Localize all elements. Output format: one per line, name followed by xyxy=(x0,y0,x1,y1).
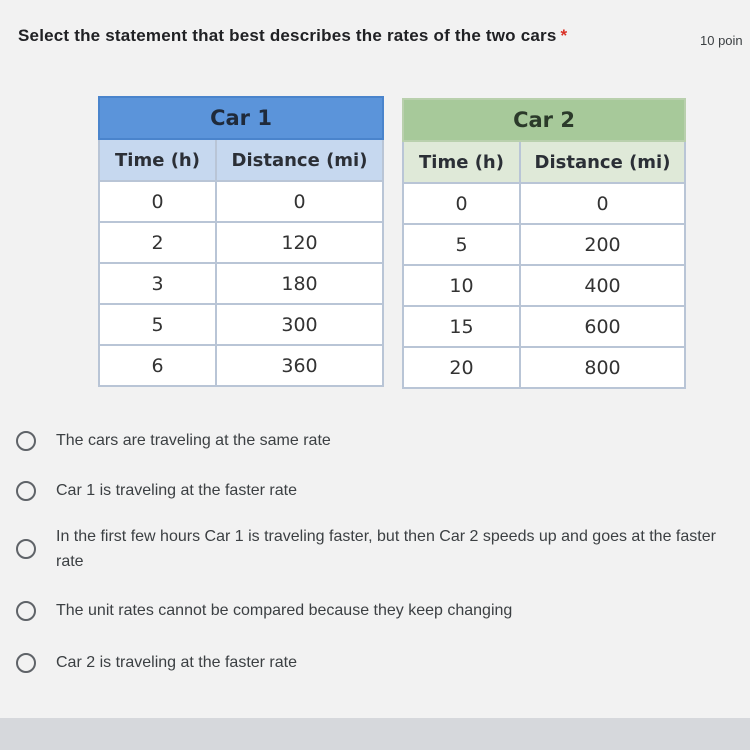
car2-header-time: Time (h) xyxy=(403,141,520,183)
radio-button[interactable] xyxy=(16,539,36,559)
option-car2-faster[interactable] xyxy=(16,650,297,675)
car2-title: Car 2 xyxy=(403,99,685,141)
option-car2-speeds-up[interactable] xyxy=(16,524,741,574)
option-label[interactable]: Car 1 is traveling at the faster rate xyxy=(56,482,297,499)
radio-button[interactable] xyxy=(16,431,36,451)
points-label: 10 poin xyxy=(700,33,743,48)
car2-distance-cell: 0 xyxy=(520,183,685,224)
question-title xyxy=(18,26,567,46)
question-text: Select the statement that best describes the rates of the two cars xyxy=(18,26,557,45)
car2-header-distance: Distance (mi) xyxy=(520,141,685,183)
table-row xyxy=(99,222,383,263)
car2-time-cell: 10 xyxy=(403,265,520,306)
car1-distance-cell: 120 xyxy=(216,222,383,263)
table-row xyxy=(99,181,383,222)
car1-time-cell: 6 xyxy=(99,345,216,386)
radio-button[interactable] xyxy=(16,481,36,501)
car2-distance-cell: 800 xyxy=(520,347,685,388)
table-row xyxy=(403,183,685,224)
table-row xyxy=(99,345,383,386)
car1-header-time: Time (h) xyxy=(99,139,216,181)
option-label[interactable]: In the first few hours Car 1 is traveling faster, but then Car 2 speeds up and goes at the faster rate xyxy=(56,528,716,570)
option-cannot-compare[interactable] xyxy=(16,598,512,623)
car1-time-cell: 2 xyxy=(99,222,216,263)
car1-distance-cell: 0 xyxy=(216,181,383,222)
car1-table xyxy=(98,96,384,387)
car2-time-cell: 15 xyxy=(403,306,520,347)
table-row xyxy=(403,265,685,306)
table-row xyxy=(403,347,685,388)
option-same-rate[interactable] xyxy=(16,428,331,453)
option-label[interactable]: Car 2 is traveling at the faster rate xyxy=(56,654,297,671)
car1-distance-cell: 360 xyxy=(216,345,383,386)
bottom-bar xyxy=(0,718,750,750)
car1-distance-cell: 300 xyxy=(216,304,383,345)
table-row xyxy=(403,224,685,265)
car1-header-distance: Distance (mi) xyxy=(216,139,383,181)
car2-time-cell: 5 xyxy=(403,224,520,265)
car2-table xyxy=(402,98,686,389)
required-marker: * xyxy=(560,26,568,45)
car2-time-cell: 20 xyxy=(403,347,520,388)
table-row xyxy=(99,304,383,345)
car2-time-cell: 0 xyxy=(403,183,520,224)
car2-distance-cell: 400 xyxy=(520,265,685,306)
car1-title: Car 1 xyxy=(99,97,383,139)
option-label[interactable]: The cars are traveling at the same rate xyxy=(56,432,331,449)
car1-time-cell: 3 xyxy=(99,263,216,304)
table-row xyxy=(99,263,383,304)
option-car1-faster[interactable] xyxy=(16,478,297,503)
car2-distance-cell: 200 xyxy=(520,224,685,265)
car1-distance-cell: 180 xyxy=(216,263,383,304)
car1-time-cell: 0 xyxy=(99,181,216,222)
option-label[interactable]: The unit rates cannot be compared because they keep changing xyxy=(56,602,513,619)
table-row xyxy=(403,306,685,347)
car2-distance-cell: 600 xyxy=(520,306,685,347)
car1-time-cell: 5 xyxy=(99,304,216,345)
radio-button[interactable] xyxy=(16,601,36,621)
radio-button[interactable] xyxy=(16,653,36,673)
